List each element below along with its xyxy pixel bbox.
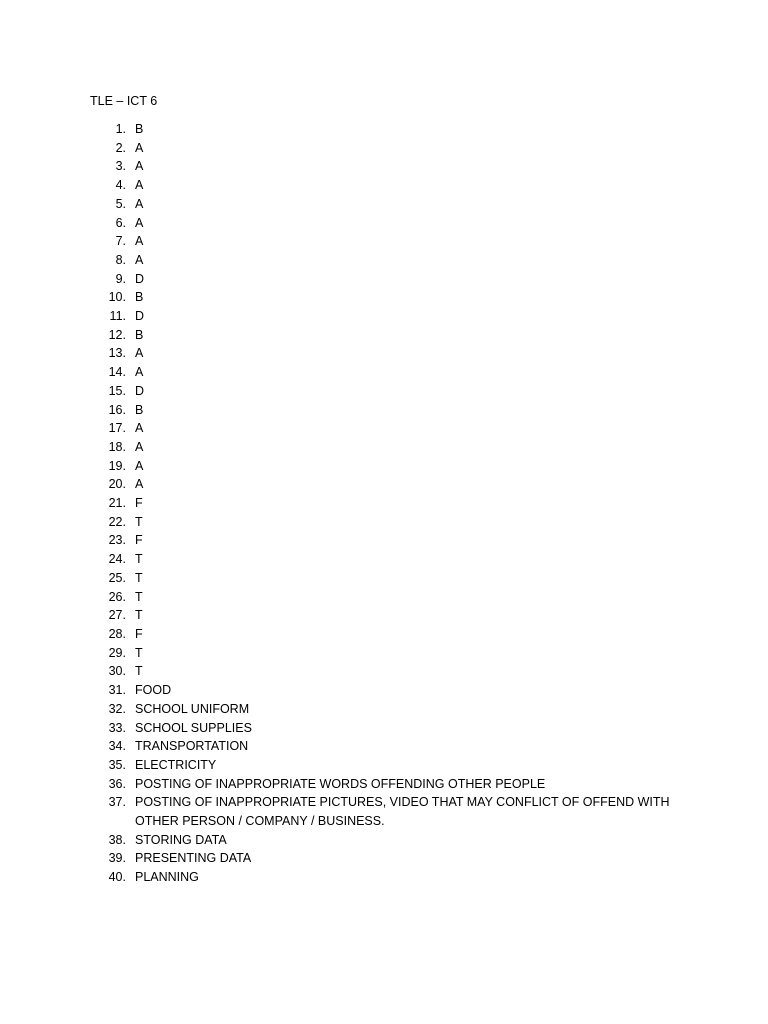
answer-number: 40. xyxy=(108,870,126,885)
answer-item xyxy=(0,307,768,326)
answer-text: T xyxy=(135,664,143,679)
answer-text: A xyxy=(135,346,144,361)
answer-item xyxy=(0,719,768,738)
answer-number: 13. xyxy=(108,346,126,361)
answer-text: POSTING OF INAPPROPRIATE PICTURES, VIDEO THAT MAY CONFLICT OF OFFEND WITH OTHER PERSON / COMPANY / BUSINESS. xyxy=(135,795,670,829)
answer-number: 9. xyxy=(115,271,126,286)
answer-item xyxy=(0,120,768,139)
answer-number: 24. xyxy=(108,552,126,567)
answer-text: D xyxy=(135,309,145,324)
answer-text: A xyxy=(135,196,144,211)
answer-item xyxy=(0,756,768,775)
answer-list xyxy=(0,120,768,887)
answer-text: A xyxy=(135,421,144,436)
answer-item xyxy=(0,232,768,251)
answer-text: F xyxy=(135,626,143,641)
answer-number: 22. xyxy=(108,514,126,529)
answer-item xyxy=(0,737,768,756)
answer-item xyxy=(0,569,768,588)
answer-item xyxy=(0,831,768,850)
answer-text: SCHOOL SUPPLIES xyxy=(135,720,252,735)
answer-text: F xyxy=(135,533,143,548)
answer-text: ELECTRICITY xyxy=(135,757,217,772)
answer-number: 19. xyxy=(108,458,126,473)
answer-number: 25. xyxy=(108,570,126,585)
answer-text: B xyxy=(135,327,144,342)
document-title: TLE – ICT 6 xyxy=(90,94,158,108)
answer-text: T xyxy=(135,552,143,567)
answer-number: 31. xyxy=(108,683,126,698)
answer-item xyxy=(0,214,768,233)
answer-item xyxy=(0,606,768,625)
answer-text: FOOD xyxy=(135,683,172,698)
answer-number: 20. xyxy=(108,477,126,492)
answer-number: 21. xyxy=(108,496,126,511)
answer-text: PRESENTING DATA xyxy=(135,851,252,866)
answer-item xyxy=(0,793,768,830)
answer-item xyxy=(0,494,768,513)
answer-number: 34. xyxy=(108,739,126,754)
answer-number: 37. xyxy=(108,795,126,810)
answer-item xyxy=(0,849,768,868)
answer-text: PLANNING xyxy=(135,870,199,885)
answer-number: 5. xyxy=(115,196,126,211)
answer-number: 12. xyxy=(108,327,126,342)
answer-item xyxy=(0,251,768,270)
answer-text: STORING DATA xyxy=(135,832,227,847)
answer-item xyxy=(0,288,768,307)
answer-item xyxy=(0,625,768,644)
answer-item xyxy=(0,644,768,663)
answer-item xyxy=(0,438,768,457)
answer-number: 26. xyxy=(108,589,126,604)
answer-item xyxy=(0,868,768,887)
answer-text: A xyxy=(135,252,144,267)
answer-item xyxy=(0,157,768,176)
answer-text: A xyxy=(135,140,144,155)
answer-text: B xyxy=(135,122,144,136)
answer-number: 36. xyxy=(108,776,126,791)
answer-item xyxy=(0,326,768,345)
answer-item xyxy=(0,662,768,681)
answer-item xyxy=(0,588,768,607)
answer-text: TRANSPORTATION xyxy=(135,739,249,754)
answer-number: 8. xyxy=(115,252,126,267)
answer-number: 32. xyxy=(108,701,126,716)
answer-number: 10. xyxy=(108,290,126,305)
answer-text: F xyxy=(135,496,143,511)
answer-text: T xyxy=(135,645,143,660)
answer-text: POSTING OF INAPPROPRIATE WORDS OFFENDING OTHER PEOPLE xyxy=(135,776,546,791)
answer-item xyxy=(0,270,768,289)
answer-number: 15. xyxy=(108,383,126,398)
answer-text: T xyxy=(135,608,143,623)
answer-number: 1. xyxy=(115,122,126,136)
answer-text: D xyxy=(135,271,145,286)
answer-number: 39. xyxy=(108,851,126,866)
answer-number: 6. xyxy=(115,215,126,230)
answer-item xyxy=(0,475,768,494)
answer-number: 27. xyxy=(108,608,126,623)
answer-item xyxy=(0,531,768,550)
answer-number: 17. xyxy=(108,421,126,436)
answer-number: 3. xyxy=(115,159,126,174)
answer-number: 35. xyxy=(108,757,126,772)
answer-text: A xyxy=(135,365,144,380)
answer-item xyxy=(0,681,768,700)
answer-text: D xyxy=(135,383,145,398)
answer-item xyxy=(0,550,768,569)
answer-text: B xyxy=(135,402,144,417)
answer-number: 14. xyxy=(108,365,126,380)
answer-number: 28. xyxy=(108,626,126,641)
answer-item xyxy=(0,344,768,363)
answer-item xyxy=(0,700,768,719)
answer-number: 23. xyxy=(108,533,126,548)
answer-item xyxy=(0,513,768,532)
answer-number: 18. xyxy=(108,439,126,454)
answer-text: A xyxy=(135,234,144,249)
answer-text: A xyxy=(135,159,144,174)
answer-item xyxy=(0,176,768,195)
answer-item xyxy=(0,363,768,382)
answer-item xyxy=(0,457,768,476)
answer-item xyxy=(0,419,768,438)
answer-text: A xyxy=(135,178,144,193)
answer-text: A xyxy=(135,439,144,454)
answer-item xyxy=(0,139,768,158)
answer-item xyxy=(0,382,768,401)
answer-number: 11. xyxy=(109,309,126,324)
answer-item xyxy=(0,775,768,794)
answer-number: 16. xyxy=(108,402,126,417)
answer-number: 30. xyxy=(108,664,126,679)
answer-number: 7. xyxy=(115,234,126,249)
answer-text: B xyxy=(135,290,144,305)
answer-text: T xyxy=(135,589,143,604)
answer-text: T xyxy=(135,514,143,529)
answer-number: 33. xyxy=(108,720,126,735)
answer-item xyxy=(0,401,768,420)
answer-number: 38. xyxy=(108,832,126,847)
answer-number: 29. xyxy=(108,645,126,660)
answer-text: SCHOOL UNIFORM xyxy=(135,701,250,716)
answer-text: T xyxy=(135,570,143,585)
answer-item xyxy=(0,195,768,214)
answer-number: 2. xyxy=(115,140,126,155)
answer-number: 4. xyxy=(115,178,126,193)
answer-text: A xyxy=(135,458,144,473)
answer-text: A xyxy=(135,215,144,230)
answer-text: A xyxy=(135,477,144,492)
